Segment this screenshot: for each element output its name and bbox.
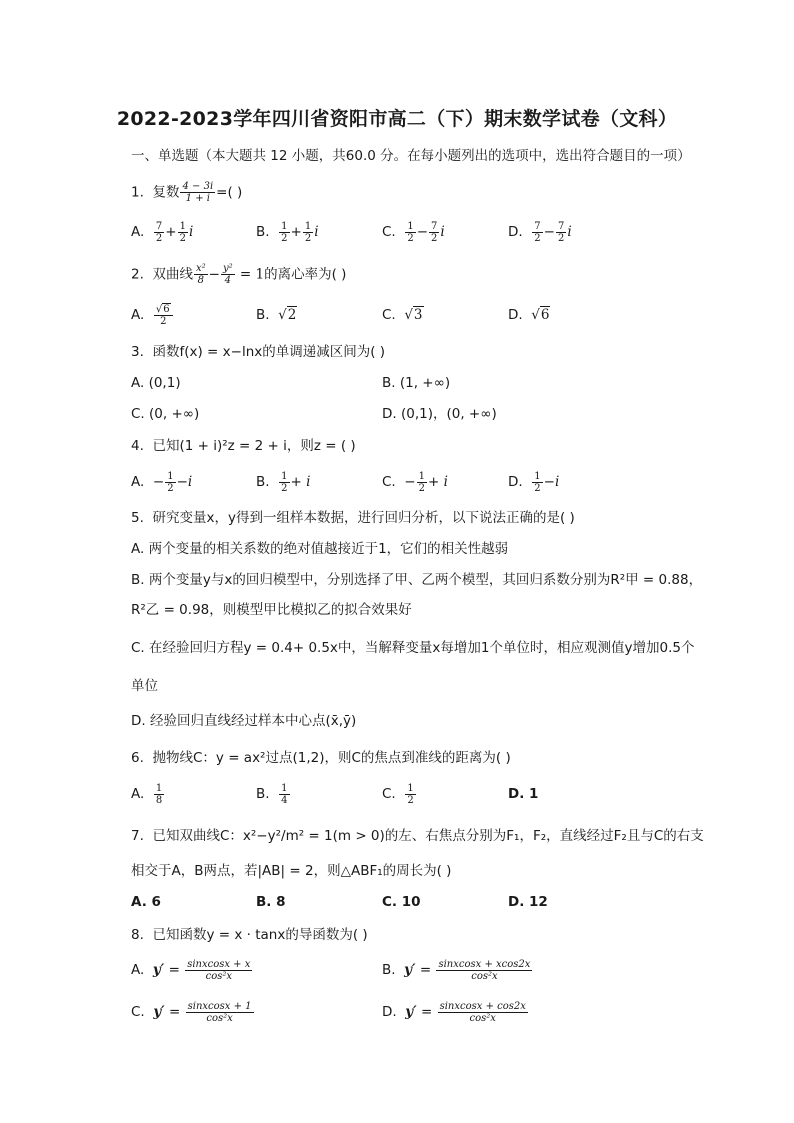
question-1: 1. 复数 $\frac{4 - 3i}{1 + i}$ =( )	[131, 181, 243, 204]
option-a[interactable]: A. − $\frac{1}{2}$ −i	[131, 470, 193, 494]
option-d[interactable]: D. $\frac{1}{2}$ −i	[508, 470, 560, 494]
option-d[interactable]: D. √6	[508, 307, 550, 323]
option-c[interactable]: C. 在经验回归方程y = 0.4+ 0.5x中，当解释变量x每增加1个单位时，相应观测值y增加0.5个	[131, 640, 695, 656]
option-a[interactable]: A. 6	[131, 894, 161, 910]
option-c[interactable]: C. 10	[382, 894, 421, 910]
question-4-options	[131, 470, 691, 494]
option-b[interactable]: B. (1, +∞)	[382, 375, 451, 391]
question-6-options	[131, 782, 691, 806]
question-5: 5. 研究变量x，y得到一组样本数据，进行回归分析，以下说法正确的是( )	[131, 510, 575, 526]
option-a[interactable]: A. $\frac{√6}{2}$	[131, 303, 174, 327]
option-a[interactable]: A. $\frac{1}{8}$	[131, 782, 163, 806]
option-a[interactable]: A. 两个变量的相关系数的绝对值越接近于1，它们的相关性越弱	[131, 541, 509, 557]
option-c-continued: 单位	[131, 678, 158, 694]
question-8-options-row-1	[131, 958, 691, 982]
option-b-continued: R²乙 = 0.98，则模型甲比模拟乙的拟合效果好	[131, 602, 412, 618]
question-6: 6. 抛物线C：y = ax²过点(1,2)，则C的焦点到准线的距离为( )	[131, 750, 511, 766]
option-c[interactable]: C. y′ = $\frac{\text{sinxcosx + 1}}{\text{cos²x}}$	[131, 1000, 252, 1024]
question-1-options	[131, 220, 691, 244]
option-b[interactable]: B. $\frac{1}{2}$ + i	[256, 470, 311, 494]
option-c[interactable]: C. √3	[382, 307, 423, 323]
option-d[interactable]: D. (0,1)，(0, +∞)	[382, 406, 497, 422]
option-c[interactable]: C. $\frac{1}{2}$ − $\frac{7}{2}$ i	[382, 220, 445, 244]
option-d[interactable]: D. y′ = $\frac{\text{sinxcosx + cos2x}}{\text{cos²x}}$	[382, 1000, 526, 1024]
question-3: 3. 函数f(x) = x−lnx的单调递减区间为( )	[131, 344, 386, 360]
option-b[interactable]: B. y′ = $\frac{\text{sinxcosx + xcos2x}}{\text{cos²x}}$	[382, 958, 531, 982]
option-a[interactable]: A. y′ = $\frac{\text{sinxcosx + x}}{\text{cos²x}}$	[131, 958, 251, 982]
option-d[interactable]: D. $\frac{7}{2}$ − $\frac{7}{2}$ i	[508, 220, 572, 244]
question-7-options	[131, 890, 691, 914]
question-4: 4. 已知(1 + i)²z = 2 + i，则z = ( )	[131, 438, 356, 454]
option-d[interactable]: D. 1	[508, 786, 539, 802]
page-title: 2022-2023学年四川省资阳市高二（下）期末数学试卷（文科）	[116, 108, 678, 130]
option-b[interactable]: B. 8	[256, 894, 286, 910]
question-8-options-row-2	[131, 1000, 691, 1024]
option-c[interactable]: C. (0, +∞)	[131, 406, 200, 422]
question-7-continued: 相交于A，B两点，若|AB| = 2，则△ABF₁的周长为( )	[131, 863, 452, 879]
section-heading: 一、单选题（本大题共 12 小题，共60.0 分。在每小题列出的选项中，选出符合题目的一项）	[131, 148, 691, 164]
question-2: 2. 双曲线 $\frac{\text{x²}}{8}$ − $\frac{\text{y²}}{4}$ = 1的离心率为( )	[131, 263, 347, 286]
question-3-options-row-1	[131, 371, 691, 395]
option-d[interactable]: D. 经验回归直线经过样本中心点(x̄,ȳ)	[131, 713, 357, 729]
option-c[interactable]: C. − $\frac{1}{2}$ + i	[382, 470, 448, 494]
option-a[interactable]: A. $\frac{7}{2}$ + $\frac{1}{2}$ i	[131, 220, 194, 244]
question-2-options	[131, 303, 691, 327]
option-b[interactable]: B. 两个变量y与x的回归模型中，分别选择了甲、乙两个模型，其回归系数分别为R²甲 = 0.88，	[131, 572, 703, 588]
option-c[interactable]: C. $\frac{1}{2}$	[382, 782, 414, 806]
option-b[interactable]: B. $\frac{1}{4}$	[256, 782, 288, 806]
option-d[interactable]: D. 12	[508, 894, 548, 910]
question-8: 8. 已知函数y = x · tanx的导函数为( )	[131, 927, 368, 943]
option-b[interactable]: B. $\frac{1}{2}$ + $\frac{1}{2}$ i	[256, 220, 319, 244]
question-7: 7. 已知双曲线C：x²−y²/m² = 1(m > 0)的左、右焦点分别为F₁，F₂，直线经过F₂且与C的右支	[131, 828, 704, 844]
question-3-options-row-2	[131, 402, 691, 426]
option-a[interactable]: A. (0,1)	[131, 375, 181, 391]
option-b[interactable]: B. √2	[256, 307, 297, 323]
